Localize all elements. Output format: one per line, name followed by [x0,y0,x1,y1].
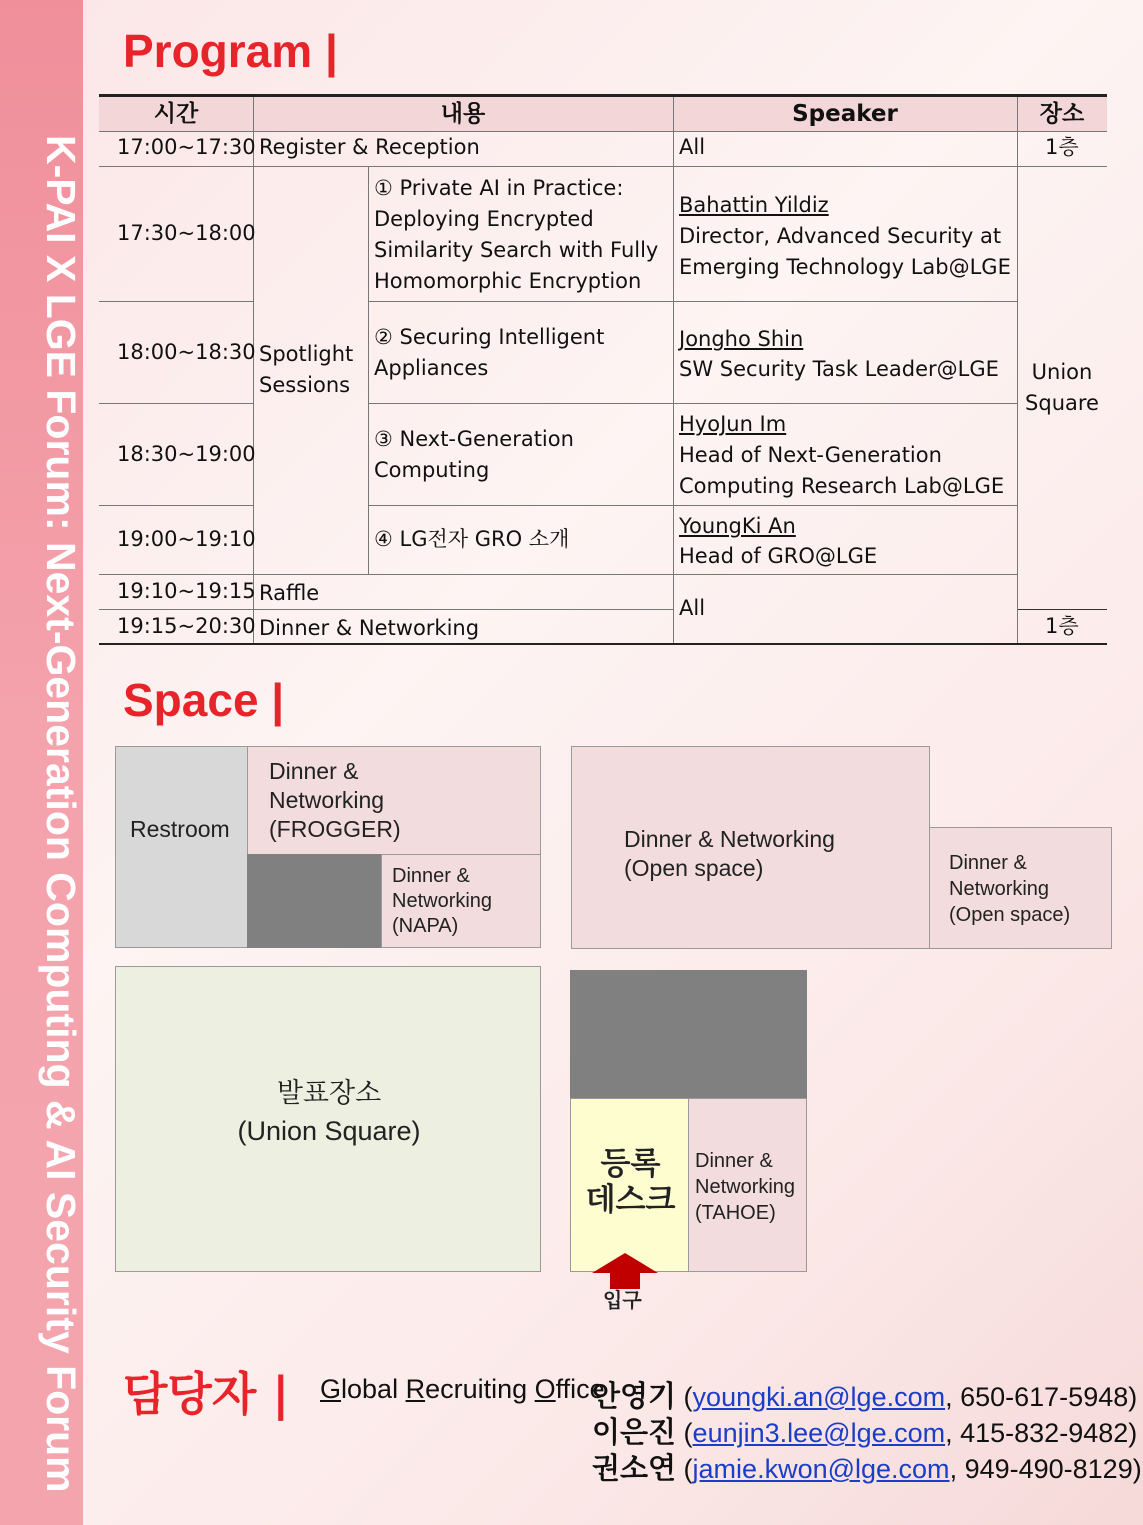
open-space-main [571,746,930,949]
session-topic: ① Private AI in Practice: Deploying Encrypted Similarity Search with Fully Homomorphic Encryption [374,176,659,293]
header-content: 내용 [253,97,673,131]
contact-title: 담당자 | [123,1367,290,1421]
content-cell: Raffle [259,581,320,605]
registration-desk [570,1098,689,1272]
entrance-arrow-icon [590,1253,660,1289]
time-cell: 19:15~20:30 [117,614,256,638]
spotlight-label: Spotlight Sessions [259,342,354,397]
email-link[interactable]: eunjin3.lee@lge.com [692,1418,946,1448]
wall-block [570,970,807,1099]
email-link[interactable]: jamie.kwon@lge.com [692,1454,950,1484]
contact-name: 권소연 [592,1451,677,1485]
speaker-title: SW Security Task Leader@LGE [679,357,999,381]
contact-phone: , 949-490-8129) [949,1454,1142,1484]
contact-row: 이은진 (eunjin3.lee@lge.com, 415-832-9482) [592,1415,1138,1449]
session-topic: ④ LG전자 GRO 소개 [374,527,570,551]
restroom-label: Restroom [130,816,230,842]
place-cell: 1층 [1045,135,1079,159]
wall-block [247,854,382,948]
speaker-title: Head of Next-Generation Computing Research Lab@LGE [679,443,1005,498]
contact-name: 이은진 [592,1415,677,1449]
space-title: Space | [123,674,285,726]
speaker-link[interactable]: Bahattin Yildiz [679,193,829,217]
speaker-cell: All [679,135,706,159]
open-space-side-label: Dinner & Networking (Open space) [949,852,1071,926]
content-cell: Register & Reception [259,135,480,159]
contact-row: 권소연 (jamie.kwon@lge.com, 949-490-8129) [592,1451,1142,1485]
time-cell: 19:10~19:15 [117,579,256,603]
session-topic: ③ Next-Generation Computing [374,427,574,482]
time-cell: 18:00~18:30 [117,340,256,364]
sidebar [0,0,83,1525]
sidebar-title: K-PAI X LGE Forum: Next-Generation Computing & AI Security Forum [38,135,84,1493]
content-cell: Dinner & Networking [259,616,480,640]
tahoe-room [688,1098,807,1272]
contact-phone: , 415-832-9482) [945,1418,1138,1448]
place-cell: 1층 [1045,614,1079,638]
napa-room [381,854,541,948]
contact-row: 안영기 (youngki.an@lge.com, 650-617-5948) [592,1379,1138,1413]
frogger-label: Dinner & Networking (FROGGER) [269,758,401,842]
frogger-room [247,746,541,855]
header-place: 장소 [1017,97,1107,131]
speaker-link[interactable]: Jongho Shin [679,327,804,351]
time-cell: 17:00~17:30 [117,135,256,159]
header-time: 시간 [99,97,253,131]
email-link[interactable]: youngki.an@lge.com [692,1382,946,1412]
desk-label: 등록 데스크 [585,1146,676,1218]
speaker-title: Head of GRO@LGE [679,544,878,568]
time-cell: 19:00~19:10 [117,527,256,551]
speaker-title: Director, Advanced Security at Emerging Technology Lab@LGE [679,224,1011,279]
time-cell: 17:30~18:00 [117,221,256,245]
office-name: Global Recruiting Office [320,1374,605,1404]
speaker-link[interactable]: YoungKi An [679,514,796,538]
session-topic: ② Securing Intelligent Appliances [374,325,605,380]
header-speaker: Speaker [673,97,1017,131]
speaker-link[interactable]: HyoJun Im [679,412,787,436]
program-title: Program | [123,25,338,77]
stage-label: 발표장소 (Union Square) [237,1078,421,1146]
contact-name: 안영기 [592,1379,677,1413]
napa-label: Dinner & Networking (NAPA) [392,865,493,937]
open-space-label: Dinner & Networking (Open space) [624,826,835,881]
restroom-area [115,746,248,948]
tahoe-label: Dinner & Networking (TAHOE) [695,1150,796,1224]
stage-room [115,966,541,1272]
program-table [99,94,1107,645]
open-space-side [929,827,1112,949]
contact-phone: , 650-617-5948) [945,1382,1138,1412]
entrance-label: 입구 [603,1288,642,1312]
time-cell: 18:30~19:00 [117,442,256,466]
speaker-cell: All [679,596,706,620]
place-union-square: Union Square [1025,360,1099,415]
